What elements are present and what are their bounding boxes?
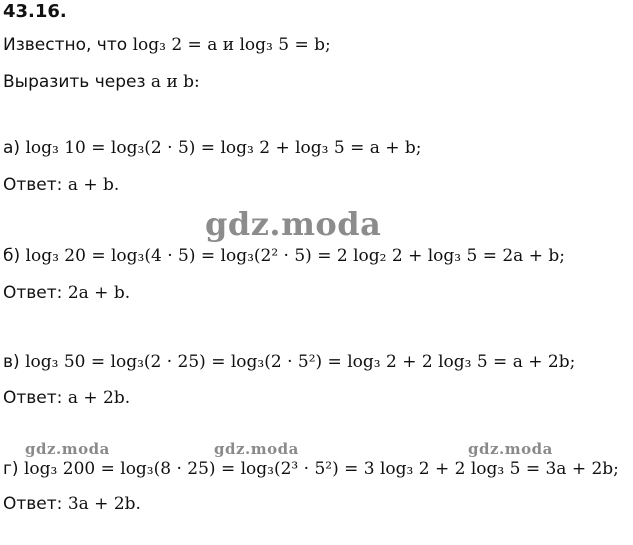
part-a-math: log₃ 10 = log₃(2 · 5) = log₃ 2 + log₃ 5 = a + b; <box>25 138 422 158</box>
watermark-small: gdz.moda <box>25 440 110 458</box>
given-math: log₃ 2 = a и log₃ 5 = b; <box>132 35 331 55</box>
part-a-answer <box>3 173 119 197</box>
watermark-main: gdz.moda <box>205 205 382 243</box>
express-line <box>3 70 200 94</box>
part-g-equation <box>3 457 619 481</box>
part-g-label: г) <box>3 459 19 479</box>
answer-value: a + 2b. <box>67 388 131 408</box>
given-line <box>3 33 331 57</box>
problem-number: 43.16. <box>3 1 67 22</box>
answer-label: Ответ: <box>3 388 63 408</box>
part-b-label: б) <box>3 246 21 266</box>
part-v-math: log₃ 50 = log₃(2 · 25) = log₃(2 · 5²) = log₃ 2 + 2 log₃ 5 = a + 2b; <box>25 352 576 372</box>
express-math: a и b: <box>150 72 200 92</box>
answer-label: Ответ: <box>3 283 63 303</box>
watermark-small: gdz.moda <box>214 440 299 458</box>
answer-value: 2a + b. <box>67 283 131 303</box>
answer-value: a + b. <box>67 175 120 195</box>
answer-label: Ответ: <box>3 175 63 195</box>
part-a-label: а) <box>3 138 21 158</box>
part-b-answer <box>3 281 130 305</box>
answer-value: 3a + 2b. <box>67 494 141 514</box>
part-g-answer <box>3 492 141 516</box>
part-a-equation <box>3 136 422 160</box>
part-b-math: log₃ 20 = log₃(4 · 5) = log₃(2² · 5) = 2 log₂ 2 + log₃ 5 = 2a + b; <box>25 246 565 266</box>
given-label: Известно, что <box>3 35 128 55</box>
express-label: Выразить через <box>3 72 146 92</box>
part-v-equation <box>3 350 575 374</box>
part-v-answer <box>3 386 130 410</box>
answer-label: Ответ: <box>3 494 63 514</box>
part-v-label: в) <box>3 352 20 372</box>
watermark-small: gdz.moda <box>468 440 553 458</box>
part-g-math: log₃ 200 = log₃(8 · 25) = log₃(2³ · 5²) = 3 log₃ 2 + 2 log₃ 5 = 3a + 2b; <box>23 459 619 479</box>
part-b-equation <box>3 244 565 268</box>
